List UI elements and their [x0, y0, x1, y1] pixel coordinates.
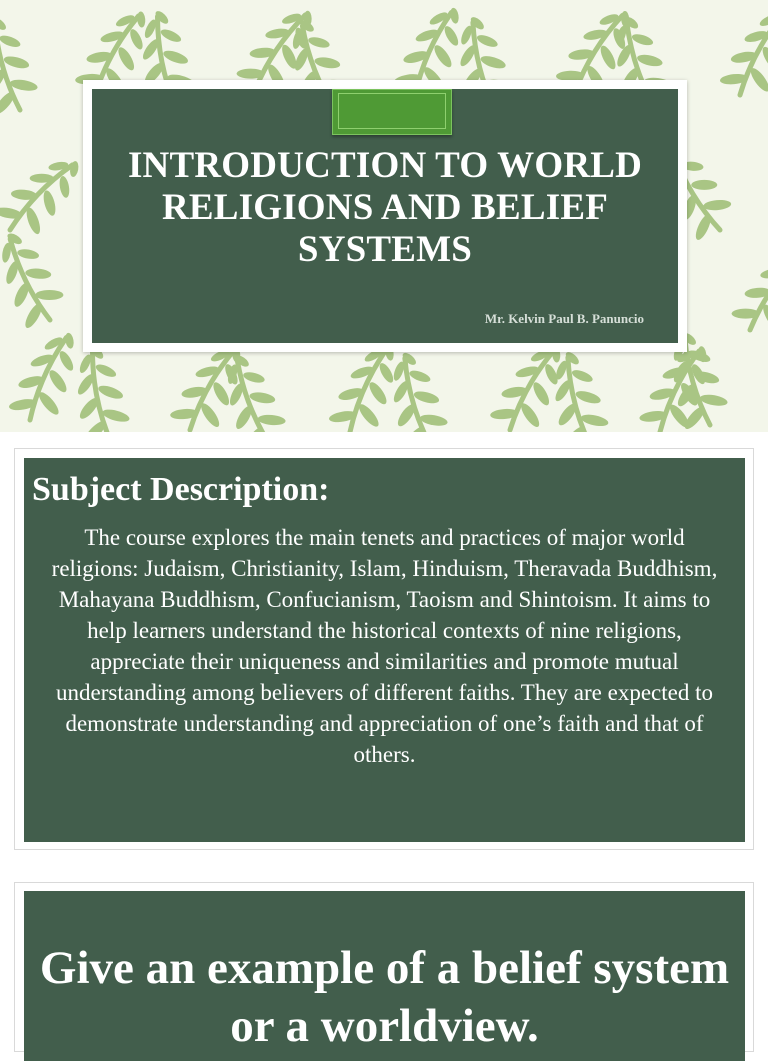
description-card-panel: [24, 458, 745, 842]
slide-title: INTRODUCTION TO WORLD RELIGIONS AND BELIEF SYSTEMS: [127, 145, 643, 270]
question-slide: [0, 882, 768, 1052]
author-name: Mr. Kelvin Paul B. Panuncio: [484, 311, 644, 326]
description-slide: [0, 448, 768, 850]
accent-tab: [332, 89, 452, 135]
question-card-frame: [14, 882, 754, 1052]
question-card-panel: [24, 891, 745, 1061]
description-heading: Subject Description:: [32, 471, 330, 508]
description-card-frame: [14, 448, 754, 850]
title-card-frame: [83, 80, 687, 352]
title-card-panel: [92, 89, 678, 343]
title-slide: [0, 0, 768, 432]
description-body: The course explores the main tenets and practices of major world religions: Judaism, Christianity, Islam, Hinduism, Theravada Buddhism, Mahayana Buddhism, Confucianism, Taoism and Shintoism. It aims to help learners understand the historical contexts of nine religions, appreciate their uniqueness and similarities and promote mutual understanding among believers of different faiths. They are expected to demonstrate understanding and appreciation of one’s faith and that of others.: [51, 525, 718, 767]
question-text: Give an example of a belief system or a worldview.: [39, 942, 730, 1052]
